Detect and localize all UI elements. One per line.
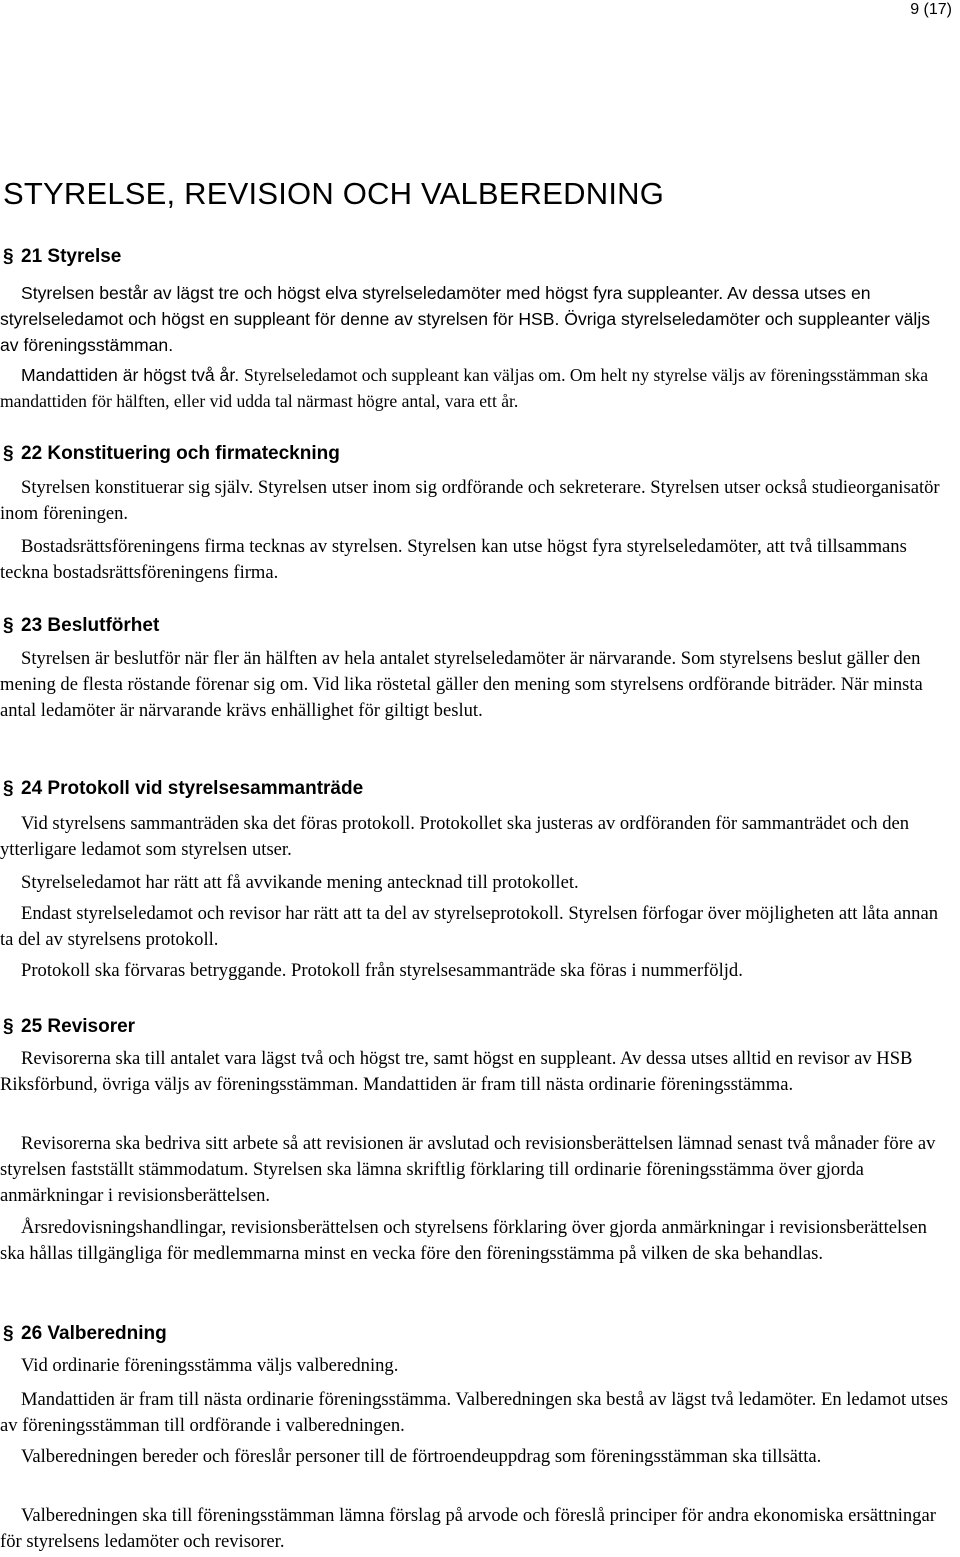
section-symbol: § xyxy=(3,778,14,799)
section-heading-25 xyxy=(3,1015,135,1039)
paragraph: Styrelseledamot har rätt att få avvikande mening antecknad till protokollet. xyxy=(21,872,579,893)
section-symbol: § xyxy=(3,615,14,636)
paragraph: Mandattiden är fram till nästa ordinarie föreningsstämma. Valberedningen ska bestå av lägst två ledamöter. En ledamot utses av föreningsstämman till ordförande i valberedningen. xyxy=(0,1389,948,1436)
paragraph: Valberedningen bereder och föreslår personer till de förtroendeuppdrag som föreningsstämman ska tillsätta. xyxy=(21,1446,822,1467)
main-title: STYRELSE, REVISION OCH VALBEREDNING xyxy=(3,176,665,211)
paragraph: Endast styrelseledamot och revisor har rätt att ta del av styrelseprotokoll. Styrelsen förfogar över möjligheten att låta annan ta del av styrelsens protokoll. xyxy=(0,903,938,950)
paragraph-part: Mandattiden är högst två år. xyxy=(21,365,240,385)
section-title: 23 Beslutförhet xyxy=(21,615,160,636)
paragraph: Årsredovisningshandlingar, revisionsberättelsen och styrelsens förklaring över gjorda anmärkningar i revisionsberättelsen ska hållas tillgängliga för medlemmarna minst en vecka före den föreningsstämma på vilken de ska behandlas. xyxy=(0,1217,927,1264)
section-title: 25 Revisorer xyxy=(21,1016,136,1037)
section-symbol: § xyxy=(3,246,14,267)
page-number: 9 (17) xyxy=(910,1,952,18)
paragraph: Revisorerna ska till antalet vara lägst två och högst tre, samt högst en suppleant. Av dessa utses alltid en revisor av HSB Riksförbund, övriga väljs av föreningsstämman. Mandattiden är fram till nästa ordinarie föreningsstämma. xyxy=(0,1048,913,1095)
section-title: 24 Protokoll vid styrelsesammanträde xyxy=(21,778,364,799)
paragraph-part: Styrelseledamot och suppleant kan väljas om. Om helt ny styrelse väljs av föreningsstämman ska mandattiden för hälften, eller vid udda tal närmast högre antal, vara ett år. xyxy=(0,365,929,411)
section-heading-26 xyxy=(3,1322,167,1346)
section-symbol: § xyxy=(3,1323,14,1344)
section-title: 26 Valberedning xyxy=(21,1323,167,1344)
section-symbol: § xyxy=(3,443,14,464)
paragraph: Valberedningen ska till föreningsstämman lämna förslag på arvode och föreslå principer för andra ekonomiska ersättningar för styrelsens ledamöter och revisorer. xyxy=(0,1505,936,1552)
paragraph: Revisorerna ska bedriva sitt arbete så att revisionen är avslutad och revisionsberättelsen lämnad senast två månader före av styrelsen fastställt stämmodatum. Styrelsen ska lämna skriftlig förklaring till ordinarie föreningsstämma över gjorda anmärkningar i revisionsberättelsen. xyxy=(0,1133,936,1206)
paragraph: Styrelsen är beslutför när fler än hälften av hela antalet styrelseledamöter är närvarande. Som styrelsens beslut gäller den mening de flesta röstande förenar sig om. Vid lika röstetal gäller den mening som styrelsens ordförande biträder. När minsta antal ledamöter är närvarande krävs enhällighet för giltigt beslut. xyxy=(0,648,923,721)
section-title: 22 Konstituering och firmateckning xyxy=(21,443,340,464)
paragraph: Styrelsen består av lägst tre och högst elva styrelseledamöter med högst fyra suppleanter. Av dessa utses en styrelseledamot och högst en suppleant för denne av styrelsen för HSB. Övriga styrelseledamöter och suppleanter väljs av föreningsstämman. xyxy=(0,283,931,355)
section-symbol: § xyxy=(3,1016,14,1037)
paragraph: Bostadsrättsföreningens firma tecknas av styrelsen. Styrelsen kan utse högst fyra styrelseledamöter, att två tillsammans teckna bostadsrättsföreningens firma. xyxy=(0,536,907,583)
section-title: 21 Styrelse xyxy=(21,246,122,267)
section-heading-23 xyxy=(3,614,159,638)
section-heading-21 xyxy=(3,245,121,269)
paragraph: Vid ordinarie föreningsstämma väljs valberedning. xyxy=(21,1355,399,1376)
paragraph: Protokoll ska förvaras betryggande. Protokoll från styrelsesammanträde ska föras i nummerföljd. xyxy=(21,960,743,981)
paragraph: Styrelsen konstituerar sig själv. Styrelsen utser inom sig ordförande och sekreterare. Styrelsen utser också studieorganisatör inom föreningen. xyxy=(0,477,940,524)
section-heading-22 xyxy=(3,442,340,466)
paragraph: Vid styrelsens sammanträden ska det föras protokoll. Protokollet ska justeras av ordföranden för sammanträdet och den ytterligare ledamot som styrelsen utser. xyxy=(0,813,910,860)
section-heading-24 xyxy=(3,777,363,801)
paragraph xyxy=(0,362,950,414)
